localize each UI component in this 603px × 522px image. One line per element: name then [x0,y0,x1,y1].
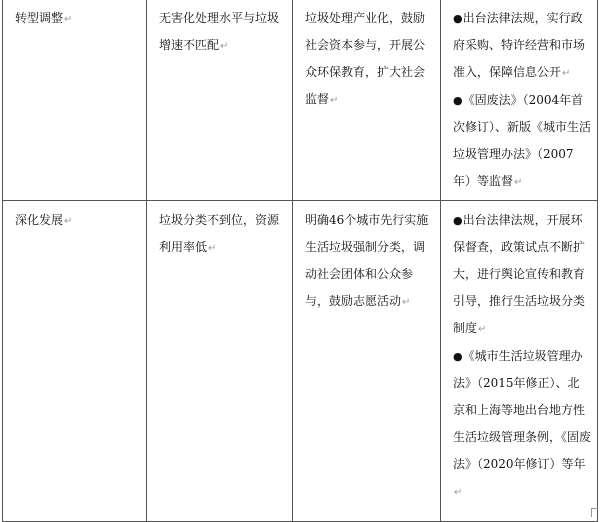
paragraph-mark-icon: ↵ [208,243,217,254]
stage-cell[interactable] [3,201,147,522]
problem-text: 垃圾分类不到位，资源利用率低 [159,213,280,254]
paragraph-mark-icon: ↵ [402,297,411,308]
paragraph-mark-icon: ↵ [454,487,463,498]
bullet-icon: ● [453,94,463,107]
bullet-icon: ● [453,350,463,363]
law-item [453,87,591,196]
stage-cell[interactable] [3,0,147,201]
problem-cell[interactable] [147,201,293,522]
paragraph-mark-icon: ↵ [514,177,523,188]
bullet-icon: ● [453,12,463,25]
paragraph-mark-icon: ↵ [478,324,487,335]
table-row [3,201,598,522]
measures-cell[interactable] [293,201,441,522]
paragraph-mark-icon: ↵ [64,14,73,25]
law-text: 《城市生活垃圾管理办法》（2015年修正）、北京和上海等地出台地方性生活垃级管理条例，《固废法》（2020年修订）等年 [453,349,592,471]
measures-cell[interactable] [293,0,441,201]
laws-cell[interactable] [441,201,598,522]
problem-cell[interactable] [147,0,293,201]
law-item [453,207,591,343]
paragraph-mark-icon: ↵ [562,68,571,79]
stage-text: 深化发展 [15,213,64,227]
bullet-icon: ● [453,214,463,227]
problem-text: 无害化处理水平与垃圾增速不匹配 [159,11,280,52]
law-text: 《固废法》（2004年首次修订）、新版《城市生活垃圾管理办法》（2007年）等监督 [453,93,592,188]
paragraph-mark-icon: ↵ [64,216,73,227]
stage-text: 转型调整 [15,11,64,25]
laws-cell[interactable] [441,0,598,201]
policy-table [2,0,598,522]
measures-text: 明确46个城市先行实施生活垃圾强制分类，调动社会团体和公众参与，鼓励志愿活动 [305,213,429,308]
law-item [453,343,591,506]
law-text: 出台法律法规，开展环保督查，政策试点不断扩大，进行舆论宣传和教育引导，推行生活垃圾分类制度 [453,213,586,335]
measures-text: 垃圾处理产业化，鼓励社会资本参与，开展公众环保教育，扩大社会监督 [305,11,426,106]
law-item [453,5,591,87]
paragraph-mark-icon: ↵ [330,95,339,106]
law-text: 出台法律法规，实行政府采购、特许经营和市场准入，保障信息公开 [453,11,586,79]
paragraph-mark-icon: ↵ [220,41,229,52]
table-row [3,0,598,201]
